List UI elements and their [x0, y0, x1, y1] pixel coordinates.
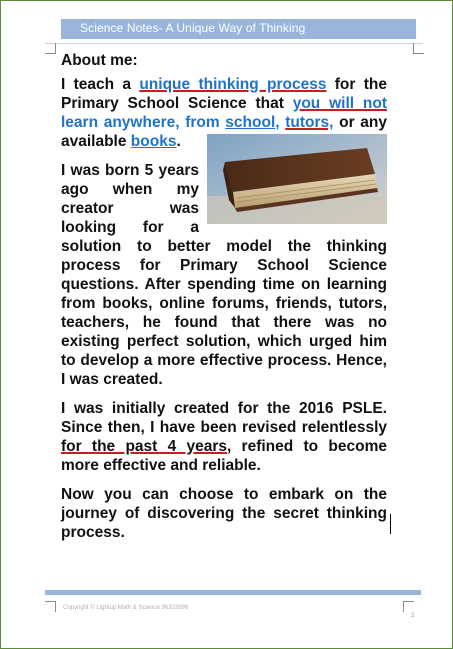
text-cursor [390, 514, 391, 534]
link-tutors[interactable]: tutors, [285, 114, 334, 131]
crop-mark-bottom-right [403, 601, 414, 612]
history-text-2: , refined to become more effective and reliable. [61, 438, 387, 474]
page-content [61, 51, 387, 552]
footer-band [45, 590, 421, 595]
intro-text-7: . [176, 133, 181, 150]
intro-text-6: or any available [61, 114, 387, 150]
header-rule [45, 43, 423, 44]
link-you-will-not[interactable]: you will not [292, 95, 387, 112]
old-book-photo [207, 134, 387, 224]
paragraph-intro [61, 75, 387, 151]
link-books[interactable]: books [130, 133, 177, 150]
crop-mark-top-right [413, 43, 424, 54]
page-number: 2 [411, 613, 415, 619]
header-title: Science Notes- A Unique Way of Thinking [80, 21, 306, 35]
intro-text-4: , from [175, 114, 226, 131]
paragraph-history [61, 399, 387, 475]
link-learn-anywhere[interactable]: learn anywhere [61, 114, 176, 131]
crop-mark-top-left [45, 43, 56, 54]
link-unique-thinking-process[interactable]: unique thinking process [139, 76, 327, 93]
link-past-4-years[interactable]: for the past 4 years [61, 438, 227, 455]
intro-text-2: for the Primary School Science that [61, 76, 387, 112]
intro-text-1: I teach a [61, 76, 140, 93]
crop-mark-bottom-left [45, 601, 56, 612]
section-heading: About me: [61, 52, 138, 69]
link-school[interactable]: school [225, 114, 276, 131]
intro-text-5: , [275, 114, 286, 131]
paragraph-invitation: Now you can choose to embark on the journey of discovering the secret thinking process. [61, 486, 387, 541]
history-text-1: I was initially created for the 2016 PSLE. Since then, I have been revised relentlessly [61, 400, 387, 436]
paragraph-origin: I was born 5 years ago when my creator was looking for a solution to better model the thinking process for Primary School Science questions. After spending time on learning from books, online forums, friends, tutors, teachers, he found that there was no existing perfect solution, which urged him to develop a more effective process. Hence, I was created. [61, 162, 387, 388]
footer-copyright: Copyright © Lightup Math & Science 96203596 [63, 605, 189, 611]
